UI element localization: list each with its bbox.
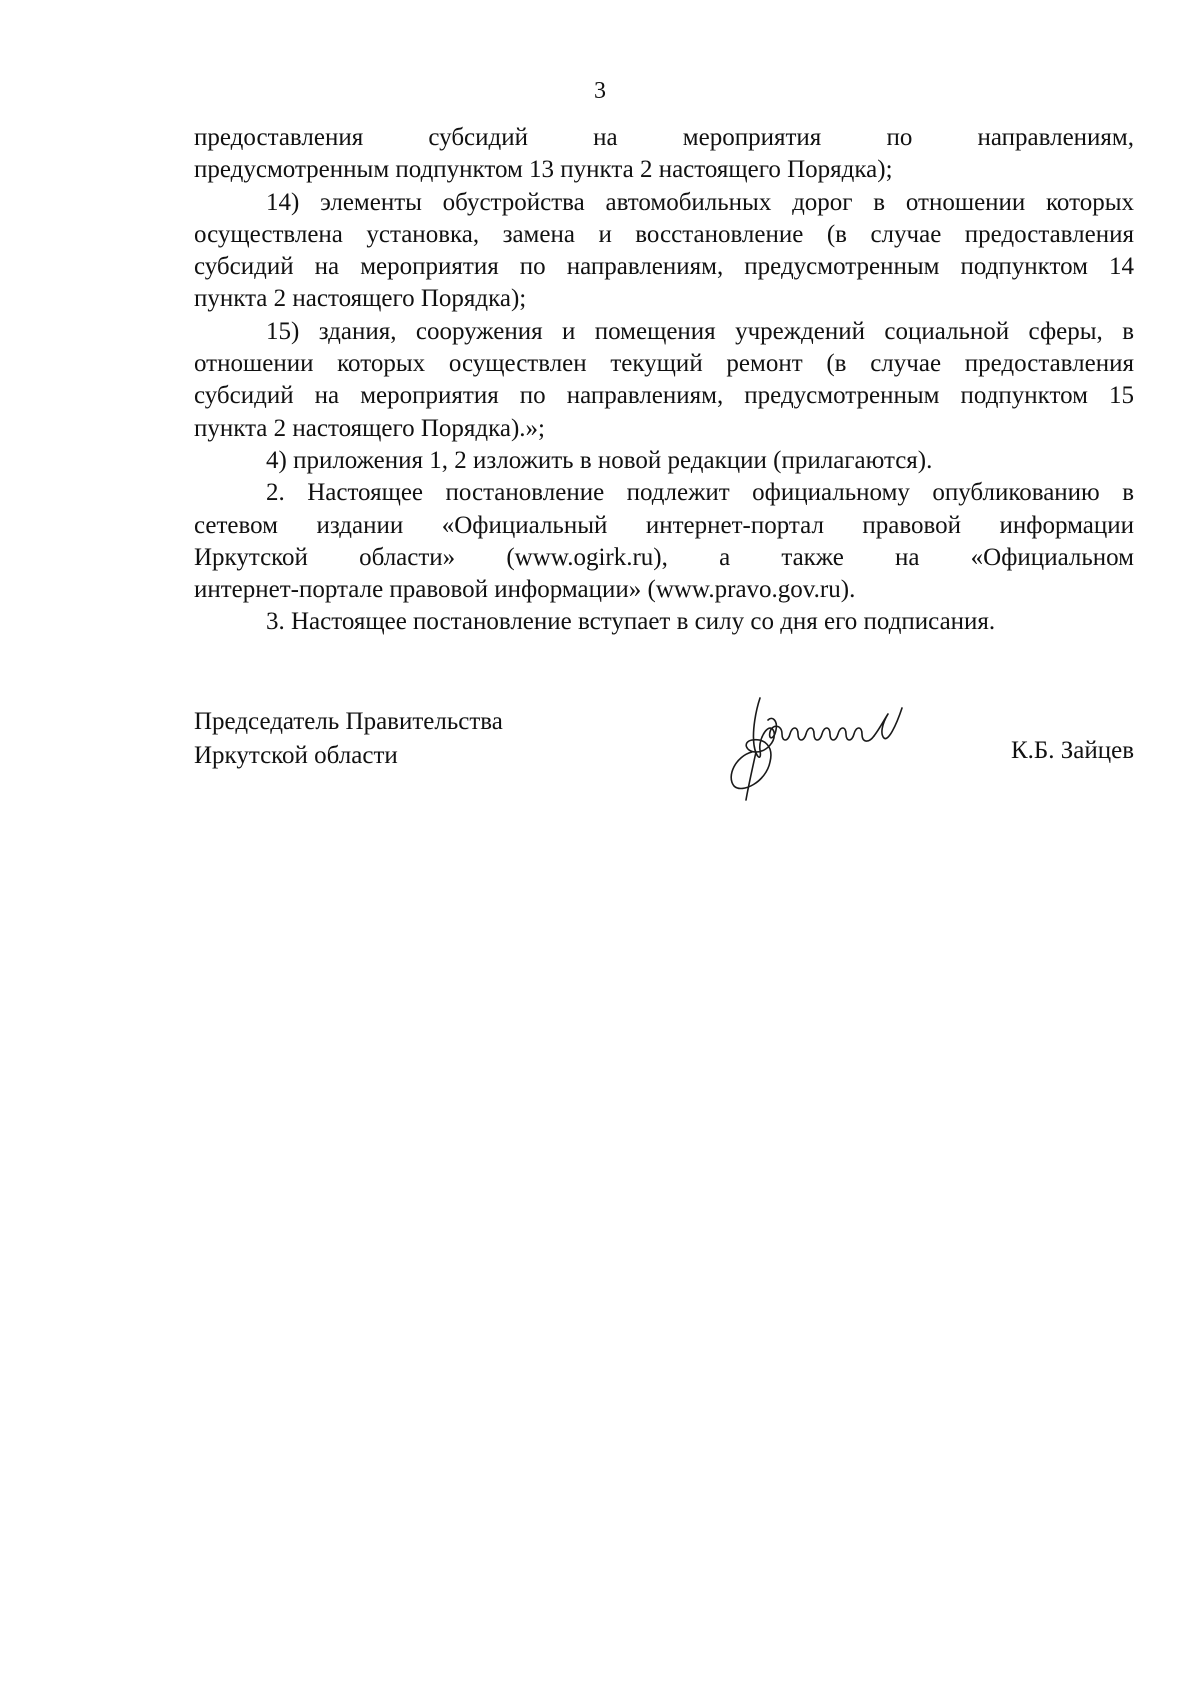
- text-line: предоставления субсидий на мероприятия по направлениям,: [194, 124, 1134, 151]
- text-line: 3. Настоящее постановление вступает в силу со дня его подписания.: [266, 608, 996, 636]
- text-line: интернет-портале правовой информации» (www.pravo.gov.ru).: [194, 576, 856, 604]
- text-line: отношении которых осуществлен текущий ремонт (в случае предоставления: [194, 350, 1134, 378]
- document-body: [194, 122, 1134, 639]
- text-line: субсидий на мероприятия по направлениям, предусмотренным подпунктом 14: [194, 253, 1134, 281]
- text-line: 14) элементы обустройства автомобильных дорог в отношении которых: [266, 188, 1134, 216]
- text-line: 2. Настоящее постановление подлежит официальному опубликованию в: [266, 479, 1134, 507]
- text-line: осуществлена установка, замена и восстановление (в случае предоставления: [194, 220, 1134, 248]
- handwritten-signature: [712, 690, 952, 820]
- text-line: 15) здания, сооружения и помещения учреждений социальной сферы, в: [266, 317, 1134, 345]
- text-line: Иркутской области» (www.ogirk.ru), а также на «Официальном: [194, 543, 1134, 571]
- signatory-title-line: Председатель Правительства: [194, 708, 503, 735]
- text-line: пункта 2 настоящего Порядка).»;: [194, 414, 545, 442]
- page-number: 3: [594, 78, 606, 104]
- text-line: сетевом издании «Официальный интернет-портал правовой информации: [194, 511, 1134, 539]
- text-line: пункта 2 настоящего Порядка);: [194, 285, 527, 313]
- signer-name: К.Б. Зайцев: [1010, 737, 1134, 764]
- text-line: предусмотренным подпунктом 13 пункта 2 настоящего Порядка);: [194, 156, 893, 184]
- text-line: субсидий на мероприятия по направлениям, предусмотренным подпунктом 15: [194, 382, 1134, 410]
- signatory-title: [194, 705, 503, 773]
- text-line: 4) приложения 1, 2 изложить в новой редакции (прилагаются).: [266, 446, 933, 474]
- signatory-title-line: Иркутской области: [194, 742, 398, 769]
